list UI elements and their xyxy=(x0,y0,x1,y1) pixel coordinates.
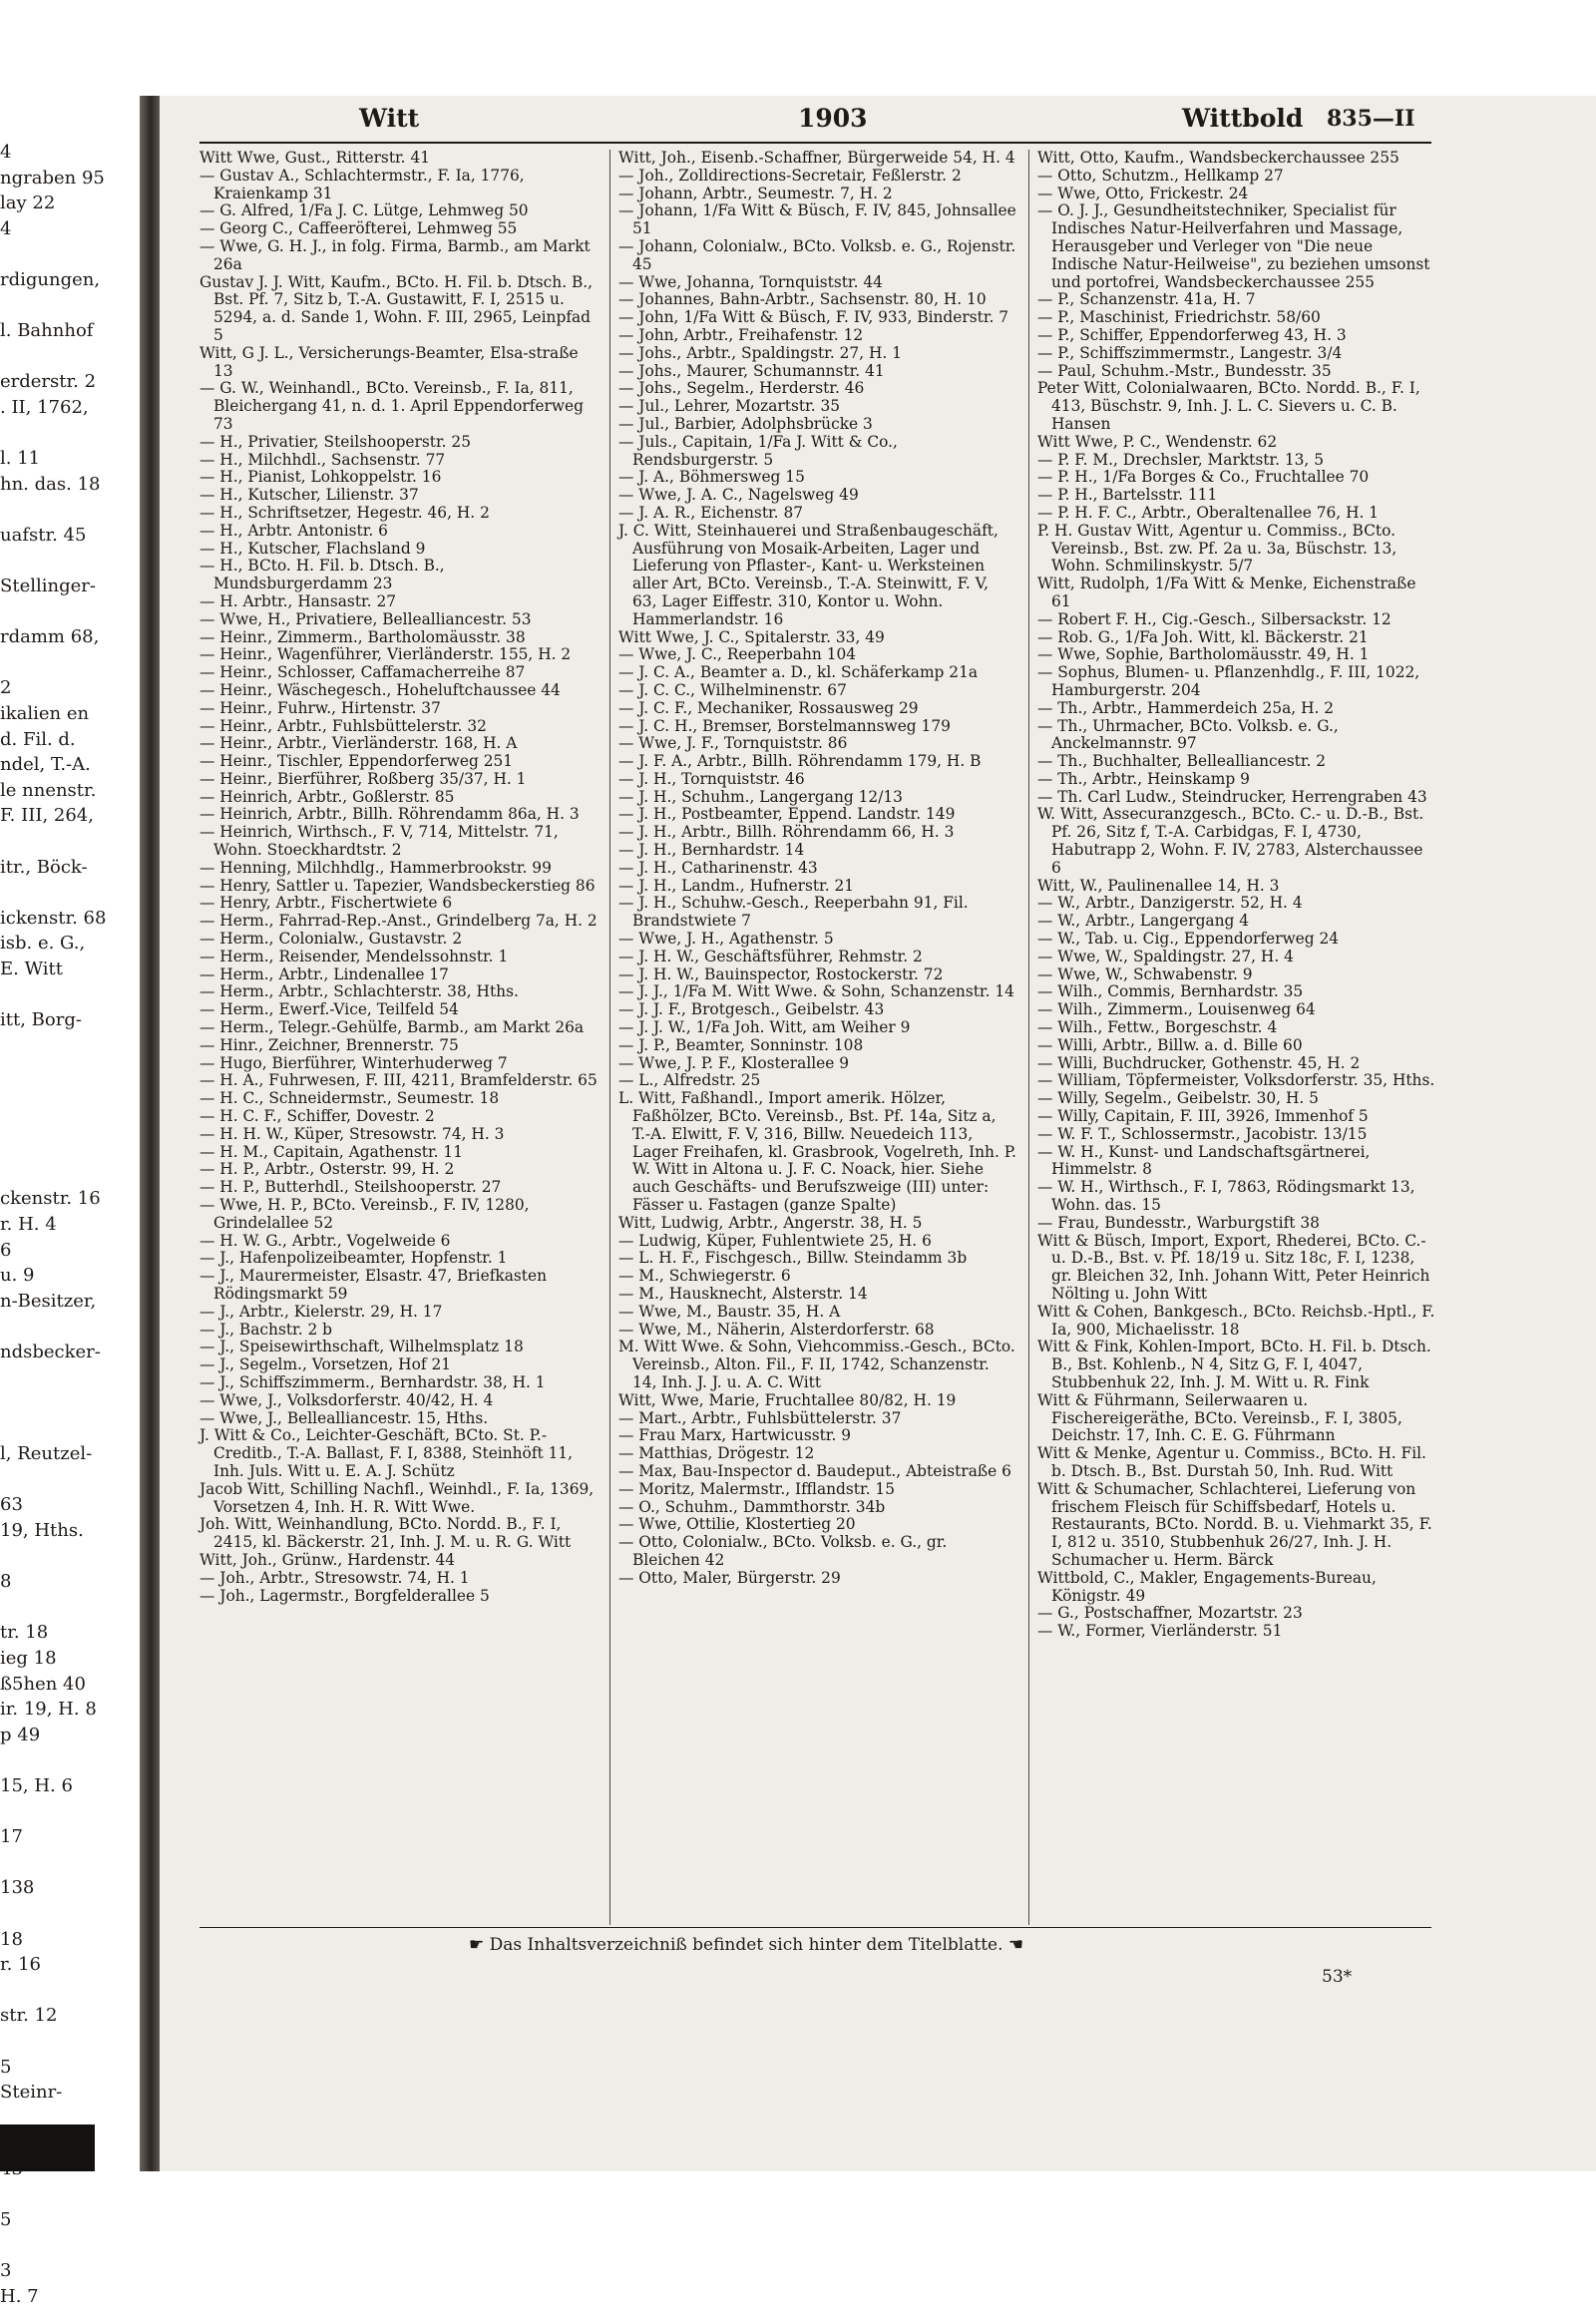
previous-page-fragment: itt, Borg- xyxy=(0,1009,82,1031)
previous-page-fragment: lay 22 xyxy=(0,192,56,214)
directory-entry: — Heinr., Arbtr., Fuhlsbüttelerstr. 32 xyxy=(200,716,487,735)
previous-page-column xyxy=(0,140,138,2309)
directory-entry: — P., Maschinist, Friedrichstr. 58/60 xyxy=(1037,308,1321,327)
previous-page-fragment: ß5hen 40 xyxy=(0,1673,86,1695)
directory-entry: — Herm., Fahrrad-Rep.-Anst., Grindelberg 7a, H. 2 xyxy=(200,912,598,931)
directory-entry: — Wwe, M., Baustr. 35, H. A xyxy=(618,1302,841,1321)
previous-page-fragment: isb. e. G., xyxy=(0,933,86,955)
directory-entry: — Frau, Bundesstr., Warburgstift 38 xyxy=(1037,1213,1320,1232)
directory-entry: — John, Arbtr., Freihafenstr. 12 xyxy=(618,325,864,344)
previous-page-fragment: 17 xyxy=(0,1826,23,1848)
directory-entry: — Ludwig, Küper, Fuhlentwiete 25, H. 6 xyxy=(618,1231,932,1250)
directory-entry: — Hugo, Bierführer, Winterhuderweg 7 xyxy=(200,1053,508,1072)
directory-entry: — William, Töpfermeister, Volksdorferstr. 35, Hths. xyxy=(1037,1071,1435,1090)
directory-entry: — Th., Arbtr., Hammerdeich 25a, H. 2 xyxy=(1037,698,1335,717)
directory-entry: Witt & Cohen, Bankgesch., BCto. Reichsb.-Hptl., F. Ia, 900, Michaelisstr. 18 xyxy=(1037,1302,1435,1339)
directory-entry: — Gustav A., Schlachtermstr., F. Ia, 1776, Kraienkamp 31 xyxy=(200,166,525,202)
directory-entry: — H. C. F., Schiffer, Dovestr. 2 xyxy=(200,1107,435,1126)
directory-entry: — P. F. M., Drechsler, Marktstr. 13, 5 xyxy=(1037,450,1325,469)
previous-page-fragment: str. 12 xyxy=(0,2005,58,2027)
directory-entry: — H. P., Arbtr., Osterstr. 99, H. 2 xyxy=(200,1160,455,1179)
directory-entry: — Herm., Arbtr., Schlachterstr. 38, Hths. xyxy=(200,982,519,1001)
directory-entry: — J. C. F., Mechaniker, Rossausweg 29 xyxy=(618,698,919,717)
previous-page-fragment xyxy=(0,1978,138,2004)
directory-entry: — Johann, Colonialw., BCto. Volksb. e. G., Rojenstr. 45 xyxy=(618,236,1016,273)
previous-page-fragment xyxy=(0,650,138,676)
previous-page-fragment xyxy=(0,1084,138,1110)
previous-page-fragment xyxy=(0,1747,138,1773)
directory-entry: Witt, Rudolph, 1/Fa Witt & Menke, Eichenstraße 61 xyxy=(1037,575,1416,610)
directory-entry: — H., Milchhdl., Sachsenstr. 77 xyxy=(200,450,446,469)
directory-entry: — Wwe, H., Privatiere, Bellealliancestr. 53 xyxy=(200,609,532,628)
directory-entry: — H. P., Butterhdl., Steilshooperstr. 27 xyxy=(200,1178,502,1197)
directory-entry: — Johann, 1/Fa Witt & Büsch, F. IV, 845, Johnsallee 51 xyxy=(618,201,1016,238)
directory-entry: — Herm., Telegr.-Gehülfe, Barmb., am Markt 26a xyxy=(200,1018,585,1037)
directory-entry: J. Witt & Co., Leichter-Geschäft, BCto. St. P.-Creditb., T.-A. Ballast, F. I, 8388, Steinhöft 11, Inh. Juls. Witt u. E. A. J. Schütz xyxy=(200,1426,574,1480)
directory-entry: Witt Wwe, J. C., Spitalerstr. 33, 49 xyxy=(618,627,885,646)
directory-entry: — Wwe, Ottilie, Klostertieg 20 xyxy=(618,1515,856,1534)
directory-entry: — H. A., Fuhrwesen, F. III, 4211, Bramfelderstr. 65 xyxy=(200,1071,598,1090)
column-1 xyxy=(200,150,598,1605)
directory-entry: — J. C. C., Wilhelminenstr. 67 xyxy=(618,680,847,699)
directory-entry: — P. H., 1/Fa Borges & Co., Fruchtallee 70 xyxy=(1037,468,1370,487)
directory-entry: Witt Wwe, Gust., Ritterstr. 41 xyxy=(200,149,431,167)
directory-entry: Gustav J. J. Witt, Kaufm., BCto. H. Fil. b. Dtsch. B., Bst. Pf. 7, Sitz b, T.-A. Gustawitt, F. I, 2515 u. 5294, a. d. Sande 1, Wohn. F. III, 2965, Leinpfad 5 xyxy=(200,272,594,344)
previous-page-fragment xyxy=(0,497,138,523)
directory-entry: — J., Bachstr. 2 b xyxy=(200,1320,333,1339)
directory-entry: — P., Schanzenstr. 41a, H. 7 xyxy=(1037,290,1256,309)
header-rule xyxy=(200,142,1431,144)
directory-entry: — Wwe, Johanna, Tornquiststr. 44 xyxy=(618,272,883,291)
previous-page-fragment xyxy=(0,880,138,906)
directory-entry: — H. W. G., Arbtr., Vogelweide 6 xyxy=(200,1231,451,1250)
previous-page-fragment: 63 xyxy=(0,1494,23,1516)
directory-entry: — W., Arbtr., Langergang 4 xyxy=(1037,912,1250,931)
directory-entry: — Heinr., Schlosser, Caffamacherreihe 87 xyxy=(200,663,526,682)
directory-entry: Witt, W., Paulinenallee 14, H. 3 xyxy=(1037,876,1280,895)
directory-entry: — J., Schiffszimmerm., Bernhardstr. 38, H. 1 xyxy=(200,1372,546,1391)
directory-entry: — G., Postschaffner, Mozartstr. 23 xyxy=(1037,1604,1303,1623)
directory-entry: — P., Schiffszimmermstr., Langestr. 3/4 xyxy=(1037,343,1343,362)
directory-entry: Witt, G J. L., Versicherungs-Beamter, Elsa-straße 13 xyxy=(200,343,579,380)
previous-page-fragment: 138 xyxy=(0,1877,35,1899)
previous-page-fragment xyxy=(0,1595,138,1621)
previous-page-fragment xyxy=(0,1850,138,1876)
directory-entry: — H. C., Schneidermstr., Seumestr. 18 xyxy=(200,1089,500,1108)
directory-entry: — Wwe, H. P., BCto. Vereinsb., F. IV, 1280, Grindelallee 52 xyxy=(200,1196,530,1232)
previous-page-fragment: Stellinger- xyxy=(0,576,96,597)
directory-entry: — Johs., Maurer, Schumannstr. 41 xyxy=(618,361,885,380)
previous-page-fragment: le nnenstr. xyxy=(0,779,97,801)
directory-entry: — Wwe, J. F., Tornquiststr. 86 xyxy=(618,734,848,753)
previous-page-fragment: F. III, 264, xyxy=(0,805,94,827)
directory-entry: — Joh., Arbtr., Stresowstr. 74, H. 1 xyxy=(200,1568,470,1587)
directory-entry: — J. H., Bernhardstr. 14 xyxy=(618,841,805,860)
directory-entry: — J. H., Arbtr., Billh. Röhrendamm 66, H. 3 xyxy=(618,823,955,842)
directory-entry: — Wwe, W., Spaldingstr. 27, H. 4 xyxy=(1037,947,1294,965)
directory-entry: — H. H. W., Küper, Stresowstr. 74, H. 3 xyxy=(200,1124,505,1143)
header-right-keyword: Wittbold xyxy=(1182,104,1304,133)
previous-page-fragment xyxy=(0,1033,138,1059)
previous-page-fragment xyxy=(0,1314,138,1340)
directory-entry: — J. H. W., Bauinspector, Rostockerstr. 72 xyxy=(618,964,944,983)
directory-entry: — Heinr., Bierführer, Roßberg 35/37, H. 1 xyxy=(200,769,527,788)
directory-entry: — Georg C., Caffeeröfterei, Lehmweg 55 xyxy=(200,219,518,238)
directory-entry: — Max, Bau-Inspector d. Baudeput., Abteistraße 6 xyxy=(618,1461,1011,1480)
previous-page-fragment: 5 xyxy=(0,2209,12,2231)
directory-entry: — Heinr., Wäschegesch., Hoheluftchaussee 44 xyxy=(200,680,561,699)
previous-page-fragment: 3 xyxy=(0,2260,12,2282)
previous-page-fragment: n-Besitzer, xyxy=(0,1290,97,1312)
directory-entry: — G. Alfred, 1/Fa J. C. Lütge, Lehmweg 50 xyxy=(200,201,529,220)
directory-entry: — W. H., Wirthsch., F. I, 7863, Rödingsmarkt 13, Wohn. das. 15 xyxy=(1037,1178,1415,1215)
previous-page-fragment xyxy=(0,599,138,625)
directory-entry: Witt, Joh., Grünw., Hardenstr. 44 xyxy=(200,1550,456,1569)
previous-page-fragment: p 49 xyxy=(0,1724,41,1745)
directory-entry: — Heinr., Zimmerm., Bartholomäusstr. 38 xyxy=(200,627,526,646)
directory-entry: — Wwe, Sophie, Bartholomäusstr. 49, H. 1 xyxy=(1037,645,1370,664)
directory-entry: — Wwe, W., Schwabenstr. 9 xyxy=(1037,964,1253,983)
previous-page-fragment: 19, Hths. xyxy=(0,1520,84,1542)
directory-entry: — Paul, Schuhm.-Mstr., Bundesstr. 35 xyxy=(1037,361,1332,380)
previous-page-fragment xyxy=(0,1058,138,1084)
previous-page-fragment xyxy=(0,2182,138,2208)
directory-entry: — Willy, Segelm., Geibelstr. 30, H. 5 xyxy=(1037,1089,1319,1108)
previous-page-fragment: l. 11 xyxy=(0,448,41,470)
directory-entry: — J. H., Catharinenstr. 43 xyxy=(618,858,818,877)
directory-entry: — Th., Buchhalter, Bellealliancestr. 2 xyxy=(1037,752,1327,771)
previous-page-fragment: tr. 18 xyxy=(0,1622,49,1644)
previous-page-fragment: 2 xyxy=(0,677,12,699)
directory-entry: — Johann, Arbtr., Seumestr. 7, H. 2 xyxy=(618,184,893,202)
directory-entry: — H. M., Capitain, Agathenstr. 11 xyxy=(200,1142,464,1161)
directory-entry: — Herm., Colonialw., Gustavstr. 2 xyxy=(200,930,463,949)
directory-entry: — P. H. F. C., Arbtr., Oberaltenallee 76, H. 1 xyxy=(1037,503,1380,522)
directory-entry: — Joh., Lagermstr., Borgfelderallee 5 xyxy=(200,1586,490,1605)
directory-entry: — J., Arbtr., Kielerstr. 29, H. 17 xyxy=(200,1302,443,1321)
previous-page-fragment xyxy=(0,1467,138,1493)
previous-page-fragment: E. Witt xyxy=(0,959,63,979)
directory-entry: — W., Arbtr., Danzigerstr. 52, H. 4 xyxy=(1037,894,1303,913)
previous-page-fragment xyxy=(0,982,138,1008)
directory-entry: — Hinr., Zeichner, Brennerstr. 75 xyxy=(200,1035,459,1054)
previous-page-fragment xyxy=(0,1416,138,1442)
directory-entry: — P., Schiffer, Eppendorferweg 43, H. 3 xyxy=(1037,325,1347,344)
previous-page-fragment: 5 xyxy=(0,2056,12,2078)
directory-entry: P. H. Gustav Witt, Agentur u. Commiss., BCto. Vereinsb., Bst. zw. Pf. 2a u. 3a, Büschstr. 13, Wohn. Schmilinskystr. 5/7 xyxy=(1037,521,1397,576)
directory-entry: — W., Former, Vierländerstr. 51 xyxy=(1037,1622,1283,1641)
previous-page-fragment xyxy=(0,2233,138,2259)
previous-page-fragment: ir. 19, H. 8 xyxy=(0,1699,97,1721)
previous-page-fragment xyxy=(0,829,138,855)
directory-entry: — J., Hafenpolizeibeamter, Hopfenstr. 1 xyxy=(200,1249,508,1268)
previous-page-fragment: . II, 1762, xyxy=(0,396,89,418)
header-year: 1903 xyxy=(798,104,868,133)
previous-page-fragment: ndel, T.-A. xyxy=(0,754,91,776)
previous-page-fragment: 8 xyxy=(0,1571,12,1593)
directory-entry: — Otto, Colonialw., BCto. Volksb. e. G., gr. Bleichen 42 xyxy=(618,1533,948,1569)
directory-entry: — Johannes, Bahn-Arbtr., Sachsenstr. 80, H. 10 xyxy=(618,290,987,309)
directory-entry: Joh. Witt, Weinhandlung, BCto. Nordd. B., F. I, 2415, kl. Bäckerstr. 21, Inh. J. M. u. R. G. Witt xyxy=(200,1515,572,1552)
previous-page-fragment: 6 xyxy=(0,1239,12,1261)
directory-entry: — J. H., Tornquiststr. 46 xyxy=(618,769,805,788)
directory-entry: Peter Witt, Colonialwaaren, BCto. Nordd. B., F. I, 413, Büschstr. 9, Inh. J. L. C. Sievers u. C. B. Hansen xyxy=(1037,379,1420,433)
header-left-keyword: Witt xyxy=(359,104,420,133)
directory-entry: Wittbold, C., Makler, Engagements-Bureau, Königstr. 49 xyxy=(1037,1568,1377,1605)
previous-page-fragment xyxy=(0,1161,138,1187)
directory-entry: — Jul., Barbier, Adolphsbrücke 3 xyxy=(618,414,873,433)
directory-entry: — H., Privatier, Steilshooperstr. 25 xyxy=(200,432,472,451)
directory-entry: — John, 1/Fa Witt & Büsch, F. IV, 933, Binderstr. 7 xyxy=(618,308,1009,327)
previous-page-fragment: Steinr- xyxy=(0,2082,63,2104)
directory-entry: Witt, Otto, Kaufm., Wandsbeckerchaussee 255 xyxy=(1037,149,1399,167)
directory-entry: — Wwe, J. C., Reeperbahn 104 xyxy=(618,645,857,664)
previous-page-fragment xyxy=(0,1110,138,1136)
previous-page-fragment xyxy=(0,1390,138,1416)
previous-page-fragment: hn. das. 18 xyxy=(0,473,101,495)
directory-entry: — Henry, Sattler u. Tapezier, Wandsbeckerstieg 86 xyxy=(200,876,596,895)
directory-entry: — W., Tab. u. Cig., Eppendorferweg 24 xyxy=(1037,930,1340,949)
directory-entry: — Heinrich, Arbtr., Billh. Röhrendamm 86a, H. 3 xyxy=(200,805,580,824)
directory-entry: — Wwe, J., Bellealliancestr. 15, Hths. xyxy=(200,1408,489,1427)
directory-entry: — Robert F. H., Cig.-Gesch., Silbersackstr. 12 xyxy=(1037,609,1392,628)
directory-entry: — J. J., 1/Fa M. Witt Wwe. & Sohn, Schanzenstr. 14 xyxy=(618,982,1014,1001)
directory-entry: — L. H. F., Fischgesch., Billw. Steindamm 3b xyxy=(618,1249,968,1268)
previous-page-fragment xyxy=(0,293,138,319)
previous-page-fragment xyxy=(0,549,138,575)
directory-entry: — J. A. R., Eichenstr. 87 xyxy=(618,503,804,522)
directory-entry: — Johs., Arbtr., Spaldingstr. 27, H. 1 xyxy=(618,343,902,362)
directory-entry: — Wilh., Fettw., Borgeschstr. 4 xyxy=(1037,1018,1278,1037)
directory-entry: Witt & Menke, Agentur u. Commiss., BCto. H. Fil. b. Dtsch. B., Bst. Durstah 50, Inh. Rud. Witt xyxy=(1037,1444,1426,1480)
directory-entry: — H., Pianist, Lohkoppelstr. 16 xyxy=(200,468,442,487)
directory-entry: — Heinr., Fuhrw., Hirtenstr. 37 xyxy=(200,698,441,717)
directory-entry: — Otto, Schutzm., Hellkamp 27 xyxy=(1037,166,1284,185)
printer-signature: 53* xyxy=(1322,1967,1353,1987)
scan-dark-strip xyxy=(0,2124,95,2171)
directory-entry: — J. H. W., Geschäftsführer, Rehmstr. 2 xyxy=(618,947,923,965)
directory-entry: — J. J. W., 1/Fa Joh. Witt, am Weiher 9 xyxy=(618,1018,911,1037)
previous-page-fragment xyxy=(0,1365,138,1391)
directory-entry: — Heinrich, Arbtr., Goßlerstr. 85 xyxy=(200,787,455,806)
directory-entry: — J., Speisewirthschaft, Wilhelmsplatz 18 xyxy=(200,1338,524,1356)
previous-page-fragment: ndsbecker- xyxy=(0,1341,101,1362)
column-divider-1 xyxy=(609,150,610,1925)
directory-entry: — J., Segelm., Vorsetzen, Hof 21 xyxy=(200,1355,452,1374)
directory-entry: — Wwe, J., Volksdorferstr. 40/42, H. 4 xyxy=(200,1390,494,1409)
column-divider-2 xyxy=(1028,150,1029,1925)
directory-entry: — H., Schriftsetzer, Hegestr. 46, H. 2 xyxy=(200,503,490,522)
previous-page-fragment: rdamm 68, xyxy=(0,626,100,648)
directory-entry: — Heinr., Tischler, Eppendorferweg 251 xyxy=(200,752,514,771)
directory-entry: Witt & Führmann, Seilerwaaren u. Fischereigeräthe, BCto. Vereinsb., F. I, 3805, Deichstr. 17, Inh. C. E. G. Führmann xyxy=(1037,1390,1402,1445)
previous-page-fragment xyxy=(0,421,138,447)
directory-entry: — Heinrich, Wirthsch., F. V, 714, Mittelstr. 71, Wohn. Stoeckhardtstr. 2 xyxy=(200,823,559,860)
directory-entry: — Herm., Ewerf.-Vice, Teilfeld 54 xyxy=(200,1000,459,1019)
previous-page-fragment xyxy=(0,241,138,267)
directory-entry: — Matthias, Drögestr. 12 xyxy=(618,1444,815,1463)
directory-entry: — H., Kutscher, Flachsland 9 xyxy=(200,539,426,558)
directory-entry: Witt, Wwe, Marie, Fruchtallee 80/82, H. 19 xyxy=(618,1390,957,1409)
directory-entry: — J. H., Schuhw.-Gesch., Reeperbahn 91, Fil. Brandstwiete 7 xyxy=(618,894,969,931)
directory-entry: Witt & Fink, Kohlen-Import, BCto. H. Fil. b. Dtsch. B., Bst. Kohlenb., N 4, Sitz G, F. I, 4047, Stubbenhuk 22, Inh. J. M. Witt u. R. Fink xyxy=(1037,1338,1431,1391)
directory-entry: — Juls., Capitain, 1/Fa J. Witt & Co., Rendsburgerstr. 5 xyxy=(618,432,898,469)
column-2 xyxy=(618,150,1017,1588)
directory-entry: — Frau Marx, Hartwicusstr. 9 xyxy=(618,1426,852,1445)
previous-page-fragment: l, Reutzel- xyxy=(0,1443,93,1465)
page-number: 835—II xyxy=(1327,106,1415,132)
directory-entry: — J. H., Landm., Hufnerstr. 21 xyxy=(618,876,855,895)
previous-page-fragment: 18 xyxy=(0,1928,23,1950)
directory-entry: — Wwe, J. A. C., Nagelsweg 49 xyxy=(618,486,859,505)
directory-entry: — J. P., Beamter, Sonninstr. 108 xyxy=(618,1035,864,1054)
previous-page-fragment: ickenstr. 68 xyxy=(0,907,107,929)
directory-entry: — Rob. G., 1/Fa Joh. Witt, kl. Bäckerstr. 21 xyxy=(1037,627,1369,646)
previous-page-fragment: erderstr. 2 xyxy=(0,371,97,393)
directory-entry: — Wwe, J. P. F., Klosterallee 9 xyxy=(618,1053,850,1072)
previous-page-fragment: l. Bahnhof xyxy=(0,320,94,342)
footer-note: ☛ Das Inhaltsverzeichniß befindet sich hinter dem Titelblatte. ☚ xyxy=(469,1935,1024,1955)
directory-entry: — Wwe, Otto, Frickestr. 24 xyxy=(1037,184,1249,202)
directory-entry: — O. J. J., Gesundheitstechniker, Specialist für Indisches Natur-Heilverfahren und Massage, Herausgeber und Verleger von "Die neue Indische Natur-Heilweise", zu beziehen umsonst und portofrei, Wandsbeckerchaussee 255 xyxy=(1037,201,1430,291)
directory-entry: — Th., Arbtr., Heinskamp 9 xyxy=(1037,769,1250,788)
footer-rule xyxy=(200,1927,1431,1928)
directory-entry: — J. J. F., Brotgesch., Geibelstr. 43 xyxy=(618,1000,885,1019)
directory-entry: — Wwe, J. H., Agathenstr. 5 xyxy=(618,930,834,949)
directory-entry: — Jul., Lehrer, Mozartstr. 35 xyxy=(618,397,841,416)
directory-entry: — Th., Uhrmacher, BCto. Volksb. e. G., Anckelmannstr. 97 xyxy=(1037,716,1339,753)
directory-entry: — H. Arbtr., Hansastr. 27 xyxy=(200,591,397,610)
previous-page-fragment: 4 xyxy=(0,142,12,163)
directory-entry: Witt Wwe, P. C., Wendenstr. 62 xyxy=(1037,432,1278,451)
directory-entry: Witt, Ludwig, Arbtr., Angerstr. 38, H. 5 xyxy=(618,1213,923,1232)
column-3 xyxy=(1037,150,1436,1641)
directory-entry: — Joh., Zolldirections-Secretair, Feßlerstr. 2 xyxy=(618,166,962,185)
directory-entry: J. C. Witt, Steinhauerei und Straßenbaugeschäft, Ausführung von Mosaik-Arbeiten, Lager und Lieferung von Pflaster-, Kant- u. Werksteinen aller Art, BCto. Vereinsb., T.-A. Steinwitt, F. V, 63, Lager Eiffestr. 310, Kontor u. Wohn. Hammerlandstr. 16 xyxy=(618,521,998,628)
directory-entry: — J. A., Böhmersweg 15 xyxy=(618,468,805,487)
directory-entry: — L., Alfredstr. 25 xyxy=(618,1071,761,1090)
directory-entry: — Willy, Capitain, F. III, 3926, Immenhof 5 xyxy=(1037,1107,1369,1126)
directory-entry: — W. H., Kunst- und Landschaftsgärtnerei, Himmelstr. 8 xyxy=(1037,1142,1371,1179)
directory-entry: — H., Kutscher, Lilienstr. 37 xyxy=(200,486,419,505)
directory-entry: — Th. Carl Ludw., Steindrucker, Herrengraben 43 xyxy=(1037,787,1427,806)
previous-page-fragment xyxy=(0,2029,138,2055)
directory-entry: — O., Schuhm., Dammthorstr. 34b xyxy=(618,1497,886,1516)
directory-entry: M. Witt Wwe. & Sohn, Viehcommiss.-Gesch., BCto. Vereinsb., Alton. Fil., F. II, 1742, Schanzenstr. 14, Inh. J. J. u. A. C. Witt xyxy=(618,1338,1015,1391)
directory-entry: — Mart., Arbtr., Fuhlsbüttelerstr. 37 xyxy=(618,1408,902,1427)
directory-entry: — Sophus, Blumen- u. Pflanzenhdlg., F. III, 1022, Hamburgerstr. 204 xyxy=(1037,663,1420,699)
directory-entry: L. Witt, Faßhandl., Import amerik. Hölzer, Faßhölzer, BCto. Vereinsb., Bst. Pf. 14a, Sitz a, T.-A. Elwitt, F. V, 316, Billw. Neuedeich 113, Lager Freihafen, kl. Grasbrook, Vogelreth, Inh. P. W. Witt in Altona u. J. F. C. Noack, hier. Siehe auch Geschäfts- und Berufszweige (III) unter: Fässer u. Fastagen (ganze Spalte) xyxy=(618,1089,1016,1215)
directory-entry: — Herm., Arbtr., Lindenallee 17 xyxy=(200,964,449,983)
directory-entry: — Moritz, Malermstr., Ifflandstr. 15 xyxy=(618,1479,895,1498)
directory-entry: — J. F. A., Arbtr., Billh. Röhrendamm 179, H. B xyxy=(618,752,982,771)
previous-page-fragment xyxy=(0,1799,138,1825)
directory-entry: — Heinr., Wagenführer, Vierländerstr. 155, H. 2 xyxy=(200,645,572,664)
previous-page-fragment xyxy=(0,1135,138,1161)
directory-entry: — Wilh., Zimmerm., Louisenweg 64 xyxy=(1037,1000,1316,1019)
directory-entry: — Wwe, G. H. J., in folg. Firma, Barmb., am Markt 26a xyxy=(200,236,591,273)
directory-entry: — Johs., Segelm., Herderstr. 46 xyxy=(618,379,865,398)
directory-entry: Witt, Joh., Eisenb.-Schaffner, Bürgerweide 54, H. 4 xyxy=(618,149,1015,167)
directory-entry: Witt & Büsch, Import, Export, Rhederei, BCto. C.- u. D.-B., Bst. v. Pf. 18/19 u. Sitz 18c, F. I, 1238, gr. Bleichen 32, Inh. Johann Witt, Peter Heinrich Nölting u. John Witt xyxy=(1037,1231,1430,1303)
previous-page-fragment xyxy=(0,1901,138,1927)
directory-entry: — J. C. A., Beamter a. D., kl. Schäferkamp 21a xyxy=(618,663,979,682)
previous-page-fragment: d. Fil. d. xyxy=(0,728,76,750)
previous-page-fragment: r. 16 xyxy=(0,1954,41,1976)
previous-page-fragment xyxy=(0,1544,138,1570)
previous-page-fragment: ikalien en xyxy=(0,703,90,725)
previous-page-fragment: ieg 18 xyxy=(0,1648,57,1670)
previous-page-fragment xyxy=(0,344,138,370)
directory-entry: — Wilh., Commis, Bernhardstr. 35 xyxy=(1037,982,1304,1001)
directory-entry: — J., Maurermeister, Elsastr. 47, Briefkasten Rödingsmarkt 59 xyxy=(200,1267,547,1303)
previous-page-fragment: uafstr. 45 xyxy=(0,524,87,546)
directory-entry: — Willi, Buchdrucker, Gothenstr. 45, H. 2 xyxy=(1037,1053,1361,1072)
directory-entry: — W. F. T., Schlossermstr., Jacobistr. 13/15 xyxy=(1037,1124,1368,1143)
directory-entry: — J. H., Postbeamter, Eppend. Landstr. 149 xyxy=(618,805,956,824)
directory-entry: — M., Hausknecht, Alsterstr. 14 xyxy=(618,1285,868,1303)
directory-entry: — J. H., Schuhm., Langergang 12/13 xyxy=(618,787,903,806)
previous-page-fragment: 4 xyxy=(0,217,12,239)
directory-entry: — Heinr., Arbtr., Vierländerstr. 168, H. A xyxy=(200,734,518,753)
directory-entry: — H., Arbtr. Antonistr. 6 xyxy=(200,521,388,540)
directory-entry: — M., Schwiegerstr. 6 xyxy=(618,1267,791,1286)
directory-entry: Jacob Witt, Schilling Nachfl., Weinhdl., F. Ia, 1369, Vorsetzen 4, Inh. H. R. Witt Wwe. xyxy=(200,1479,595,1516)
previous-page-fragment: r. H. 4 xyxy=(0,1213,57,1235)
previous-page-fragment: itr., Böck- xyxy=(0,856,88,878)
directory-entry: — Wwe, M., Näherin, Alsterdorferstr. 68 xyxy=(618,1320,935,1339)
previous-page-fragment: ngraben 95 xyxy=(0,167,105,189)
directory-entry: — Willi, Arbtr., Billw. a. d. Bille 60 xyxy=(1037,1035,1303,1054)
previous-page-fragment: 15, H. 6 xyxy=(0,1775,73,1796)
directory-entry: — H., BCto. H. Fil. b. Dtsch. B., Mundsburgerdamm 23 xyxy=(200,557,445,593)
previous-page-fragment: H. 7 xyxy=(0,2285,39,2307)
directory-entry: W. Witt, Assecuranzgesch., BCto. C.- u. D.-B., Bst. Pf. 26, Sitz f, T.-A. Carbidgas, F. I, 4730, Habutrapp 2, Wohn. F. IV, 2783, Alsterchaussee 6 xyxy=(1037,805,1424,877)
directory-entry: — Herm., Reisender, Mendelssohnstr. 1 xyxy=(200,947,509,965)
directory-entry: — Henning, Milchhdlg., Hammerbrookstr. 99 xyxy=(200,858,552,877)
directory-entry: Witt & Schumacher, Schlachterei, Lieferung von frischem Fleisch für Schiffsbedarf, Hotels u. Restaurants, BCto. Nordd. B. u. Viehmarkt 35, F. I, 812 u. 3510, Stubbenhuk 26/27, Inh. J. H. Schumacher u. Herm. Bärck xyxy=(1037,1479,1432,1569)
previous-page-fragment: rdigungen, xyxy=(0,268,101,290)
directory-entry: — G. W., Weinhandl., BCto. Vereinsb., F. Ia, 811, Bleichergang 41, n. d. 1. April Eppendorferweg 73 xyxy=(200,379,585,433)
previous-page-fragment: u. 9 xyxy=(0,1265,35,1287)
directory-entry: — Henry, Arbtr., Fischertwiete 6 xyxy=(200,894,453,913)
directory-entry: — J. C. H., Bremser, Borstelmannsweg 179 xyxy=(618,716,951,735)
directory-entry: — P. H., Bartelsstr. 111 xyxy=(1037,486,1218,505)
previous-page-fragment: ckenstr. 16 xyxy=(0,1188,101,1210)
directory-entry: — Otto, Maler, Bürgerstr. 29 xyxy=(618,1568,841,1587)
